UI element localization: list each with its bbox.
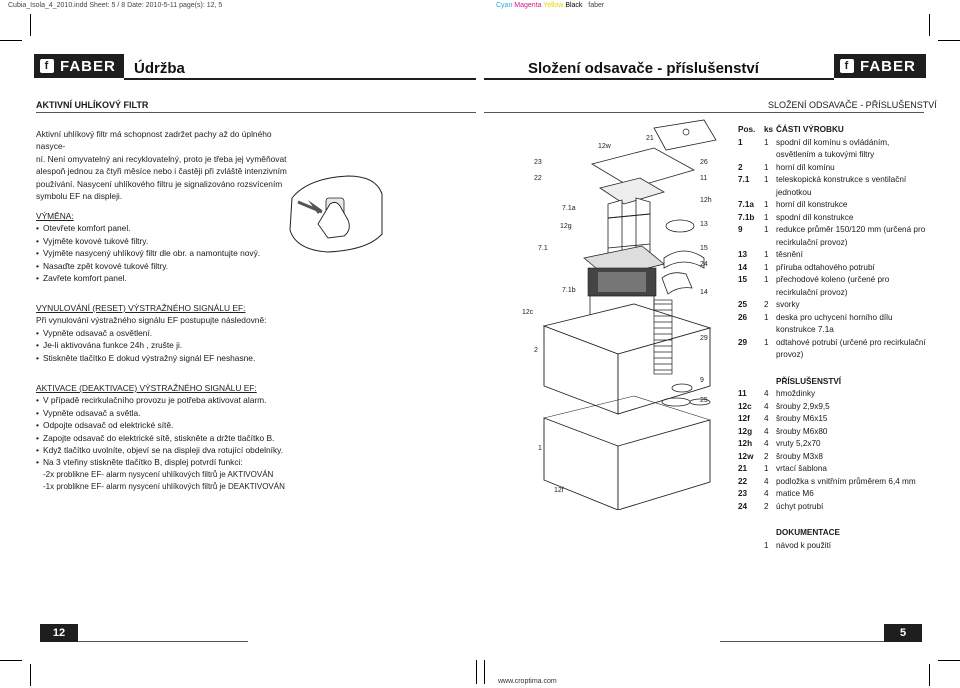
list-item [738, 224, 928, 249]
replace-step: • Nasaďte zpět kovové tukové filtry. [36, 260, 296, 272]
item-pos: 12c [738, 401, 752, 411]
activate-section [36, 382, 336, 494]
diagram-label: 12c [522, 309, 534, 316]
item-ks: 4 [764, 426, 769, 436]
diagram-label: 12h [700, 197, 712, 204]
item-pos [738, 540, 764, 553]
activate-step: • V případě recirkulačního provozu je potřeba aktivovat alarm. [36, 394, 336, 406]
item-ks: 4 [764, 414, 769, 423]
item-ks: 1 [764, 275, 769, 284]
exploded-assembly-diagram [504, 118, 728, 510]
item-desc: šrouby M6x15 [776, 414, 828, 423]
item-pos: 23 [738, 489, 748, 498]
item-pos: 7.1 [738, 175, 750, 184]
replace-step: • Zavřete komfort panel. [36, 272, 296, 284]
left-page-title: Údržba [134, 60, 185, 77]
intro-line: alespoň jednou za čtyři měsíce nebo i častěji při zvláště intenzivním [36, 166, 287, 177]
parts-list [738, 124, 928, 552]
parts-title: ČÁSTI VÝROBKU [776, 125, 844, 134]
crop-mark [0, 40, 22, 41]
reset-step: • Je-li aktivována funkce 24h , zrušte ji. [36, 339, 336, 351]
item-pos: 12w [738, 451, 754, 461]
section-rule [484, 112, 924, 113]
item-ks: 1 [764, 464, 769, 473]
crop-mark [30, 664, 31, 686]
item-desc: spodní díl konstrukce [776, 212, 854, 222]
list-item [738, 337, 928, 362]
item-ks: 1 [764, 312, 769, 322]
diagram-label: 9 [700, 377, 704, 384]
item-desc: spodní díl komínu s ovládáním, osvětlením a tukovými filtry [776, 137, 890, 159]
faber-mark-icon: f [40, 59, 54, 73]
item-desc: příruba odtahového potrubí [776, 262, 875, 272]
item-desc: návod k použití [776, 540, 832, 550]
item-desc: redukce průměr 150/120 mm (určená pro recirkulační provoz) [776, 225, 926, 247]
crop-mark [476, 660, 477, 684]
diagram-label: 12w [598, 143, 611, 150]
item-pos: 15 [738, 275, 748, 284]
crop-mark [929, 14, 930, 36]
print-color-slug [496, 2, 604, 9]
slug-magenta: Magenta [514, 2, 542, 9]
item-desc: těsnění [776, 250, 803, 259]
footer-rule-left [78, 641, 248, 642]
item-pos: 12f [738, 414, 750, 423]
item-desc: vrtací šablona [776, 464, 827, 473]
replace-step: • Otevřete komfort panel. [36, 222, 296, 234]
diagram-label: 22 [534, 175, 542, 182]
item-pos: 25 [738, 300, 748, 309]
diagram-label: 21 [646, 135, 654, 142]
activate-step: • Odpojte odsavač od elektrické sítě. [36, 419, 336, 431]
list-item [738, 274, 928, 299]
item-pos: 12h [738, 439, 753, 448]
diagram-label: 23 [534, 159, 542, 166]
list-item [738, 451, 928, 464]
documentation-rows [738, 540, 928, 553]
footer-rule-right [720, 641, 884, 642]
slug-cyan: Cyan [496, 2, 513, 9]
intro-line: používání. Nasycení uhlíkového filtru je signalizováno rozsvícením [36, 178, 283, 189]
filter-removal-illustration [288, 174, 384, 254]
item-pos: 7.1b [738, 212, 755, 222]
reset-step: • Vypněte odsavač a osvětlení. [36, 327, 336, 339]
item-pos: 22 [738, 476, 748, 486]
list-item [738, 540, 928, 553]
item-desc: deska pro uchycení horního dílu konstrukce 7.1a [776, 312, 893, 334]
item-ks: 1 [764, 250, 769, 259]
item-ks: 1 [764, 137, 769, 147]
item-ks: 1 [764, 200, 769, 209]
item-desc: přechodové koleno (určené pro recirkulační provoz) [776, 275, 890, 297]
item-desc: šrouby M6x80 [776, 426, 828, 436]
page-number-left: 12 [40, 624, 78, 642]
diagram-label: 7.1 [538, 245, 548, 252]
item-ks: 1 [764, 162, 769, 172]
accessories-title: PŘÍSLUŠENSTVÍ [776, 376, 842, 386]
item-ks: 1 [764, 262, 769, 272]
crop-mark [938, 40, 960, 41]
list-item [738, 413, 928, 426]
diagram-label: 29 [700, 335, 708, 342]
item-desc: horní díl komínu [776, 162, 835, 172]
item-desc: teleskopická konstrukce s ventilační jednotkou [776, 175, 907, 197]
reset-step: • Stiskněte tlačítko E dokud výstražný signál EF neshasne. [36, 352, 336, 364]
print-slug [8, 2, 222, 9]
crop-mark [938, 660, 960, 661]
accessories-rows [738, 388, 928, 513]
replace-section [36, 210, 296, 284]
item-desc: odtahové potrubí (určené pro recirkulační provoz) [776, 337, 926, 359]
item-pos: 29 [738, 337, 748, 347]
item-desc: svorky [776, 300, 800, 309]
activate-step: • Vypněte odsavač a světla. [36, 407, 336, 419]
item-ks: 2 [764, 300, 769, 309]
item-ks: 4 [764, 389, 769, 398]
item-desc: šrouby 2,9x9,5 [776, 401, 830, 411]
diagram-label: 14 [700, 289, 708, 296]
footer-url: www.croptima.com [498, 678, 557, 685]
list-item [738, 312, 928, 337]
faber-logo-right [834, 54, 926, 78]
item-pos: 14 [738, 262, 748, 272]
item-desc: matice M6 [776, 489, 814, 498]
faber-mark-icon: f [840, 59, 854, 73]
diagram-label: 1 [538, 445, 542, 452]
crop-mark [929, 664, 930, 686]
crop-mark [30, 14, 31, 36]
column-ks: ks [764, 125, 774, 134]
faber-logo-left [34, 54, 124, 78]
activate-title: AKTIVACE (DEAKTIVACE) VÝSTRAŽNÉHO SIGNÁLU EF: [36, 383, 257, 393]
item-ks: 1 [764, 540, 769, 550]
item-ks: 1 [764, 225, 769, 234]
item-ks: 1 [764, 212, 769, 222]
activate-result-line: -1x problikne EF- alarm nysycení uhlíkových filtrů je DEAKTIVOVÁN [43, 482, 285, 492]
list-item [738, 501, 928, 514]
item-pos: 1 [738, 137, 743, 147]
intro-paragraph [36, 128, 298, 202]
item-pos: 13 [738, 250, 748, 259]
diagram-label: 25 [700, 397, 708, 404]
list-item [738, 426, 928, 439]
item-desc: vruty 5,2x70 [776, 439, 821, 448]
item-ks: 1 [764, 175, 769, 184]
diagram-label: 24 [700, 261, 708, 268]
item-desc: úchyt potrubí [776, 501, 824, 511]
list-item [738, 463, 928, 476]
list-item [738, 212, 928, 225]
crop-mark [0, 660, 22, 661]
item-desc: podložka s vnitřním průměrem 6,4 mm [776, 476, 916, 486]
item-ks: 1 [764, 337, 769, 347]
parts-list-header [738, 124, 928, 137]
item-pos: 24 [738, 501, 748, 511]
item-pos: 26 [738, 312, 748, 322]
reset-intro: Při vynulování výstražného signálu EF postupujte následovně: [36, 315, 267, 326]
item-ks: 4 [764, 476, 769, 486]
item-desc: hmoždinky [776, 389, 816, 398]
activate-step: • Zapojte odsavač do elektrické sítě, stiskněte a držte tlačítko B. [36, 432, 336, 444]
list-item [738, 488, 928, 501]
item-ks: 4 [764, 489, 769, 498]
list-item [738, 438, 928, 451]
list-item [738, 162, 928, 175]
intro-line: symbolu EF na displeji. [36, 191, 123, 202]
item-desc: horní díl konstrukce [776, 200, 848, 209]
logo-text: FABER [860, 57, 916, 75]
list-item [738, 401, 928, 414]
slug-file: Cubia_Isola_4_2010.indd Sheet: 5 / 8 Date: 2010-5-11 page(s): 12, 5 [8, 2, 223, 9]
documentation-title: DOKUMENTACE [776, 528, 840, 537]
crop-mark [484, 660, 485, 684]
item-pos: 9 [738, 225, 743, 234]
item-ks: 2 [764, 501, 769, 511]
list-item [738, 388, 928, 401]
replace-step: • Vyjměte kovové tukové filtry. [36, 235, 296, 247]
reset-section [36, 302, 336, 364]
list-item [738, 137, 928, 162]
slug-yellow: Yellow [543, 2, 564, 9]
diagram-label: 15 [700, 245, 708, 252]
section-title-assembly: SLOŽENÍ ODSAVAČE - PŘÍSLUŠENSTVÍ [768, 100, 937, 110]
accessories-header [738, 376, 928, 389]
item-ks: 2 [764, 451, 769, 461]
header-rule-left [124, 78, 476, 80]
item-pos: 7.1a [738, 200, 754, 209]
diagram-label: 13 [700, 221, 708, 228]
item-desc: šrouby M3x8 [776, 451, 823, 461]
diagram-label: 26 [700, 159, 708, 166]
list-item [738, 476, 928, 489]
intro-line: ní. Není omyvatelný ani recyklovatelný, proto je třeba jej vyměňovat [36, 153, 287, 164]
parts-rows [738, 137, 928, 362]
item-ks: 4 [764, 439, 769, 448]
column-pos: Pos. [738, 125, 756, 134]
reset-title: VYNULOVÁNÍ (RESET) VÝSTRAŽNÉHO SIGNÁLU EF: [36, 303, 246, 313]
list-item [738, 249, 928, 262]
item-ks: 4 [764, 401, 769, 411]
list-item [738, 174, 928, 199]
activate-step: • Když tlačítko uvolníte, objeví se na displeji dva rotující obdelníky. [36, 444, 336, 456]
slug-brand: faber [588, 2, 605, 9]
diagram-label: 7.1a [562, 205, 576, 212]
item-pos: 2 [738, 162, 743, 172]
header-rule-right [484, 78, 834, 80]
diagram-label: 11 [700, 175, 708, 182]
item-pos: 11 [738, 389, 747, 398]
list-item [738, 262, 928, 275]
right-page-title: Složení odsavače - příslušenství [528, 60, 759, 77]
replace-step: • Vyjměte nasycený uhlíkový filtr dle obr. a namontujte nový. [36, 247, 296, 259]
section-rule [36, 112, 476, 113]
item-pos: 12g [738, 426, 753, 436]
list-item [738, 199, 928, 212]
section-title-carbon-filter: AKTIVNÍ UHLÍKOVÝ FILTR [36, 100, 149, 110]
replace-title: VÝMĚNA: [36, 211, 74, 221]
diagram-label: 2 [534, 347, 538, 354]
diagram-label: 12f [554, 487, 564, 494]
list-item [738, 299, 928, 312]
logo-text: FABER [60, 57, 116, 75]
page-number-right: 5 [884, 624, 922, 642]
diagram-label: 12g [560, 223, 572, 230]
item-pos: 21 [738, 464, 748, 473]
intro-line: Aktivní uhlíkový filtr má schopnost zadržet pachy až do úplného nasyce- [36, 129, 272, 152]
activate-step: • Na 3 vteřiny stiskněte tlačítko B, displej potvrdí funkci: [36, 456, 336, 468]
documentation-header [738, 527, 928, 540]
activate-result-line: -2x problikne EF- alarm nysycení uhlíkových filtrů je AKTIVOVÁN [43, 469, 274, 479]
slug-black: Black [565, 2, 583, 9]
diagram-label: 7.1b [562, 287, 576, 294]
